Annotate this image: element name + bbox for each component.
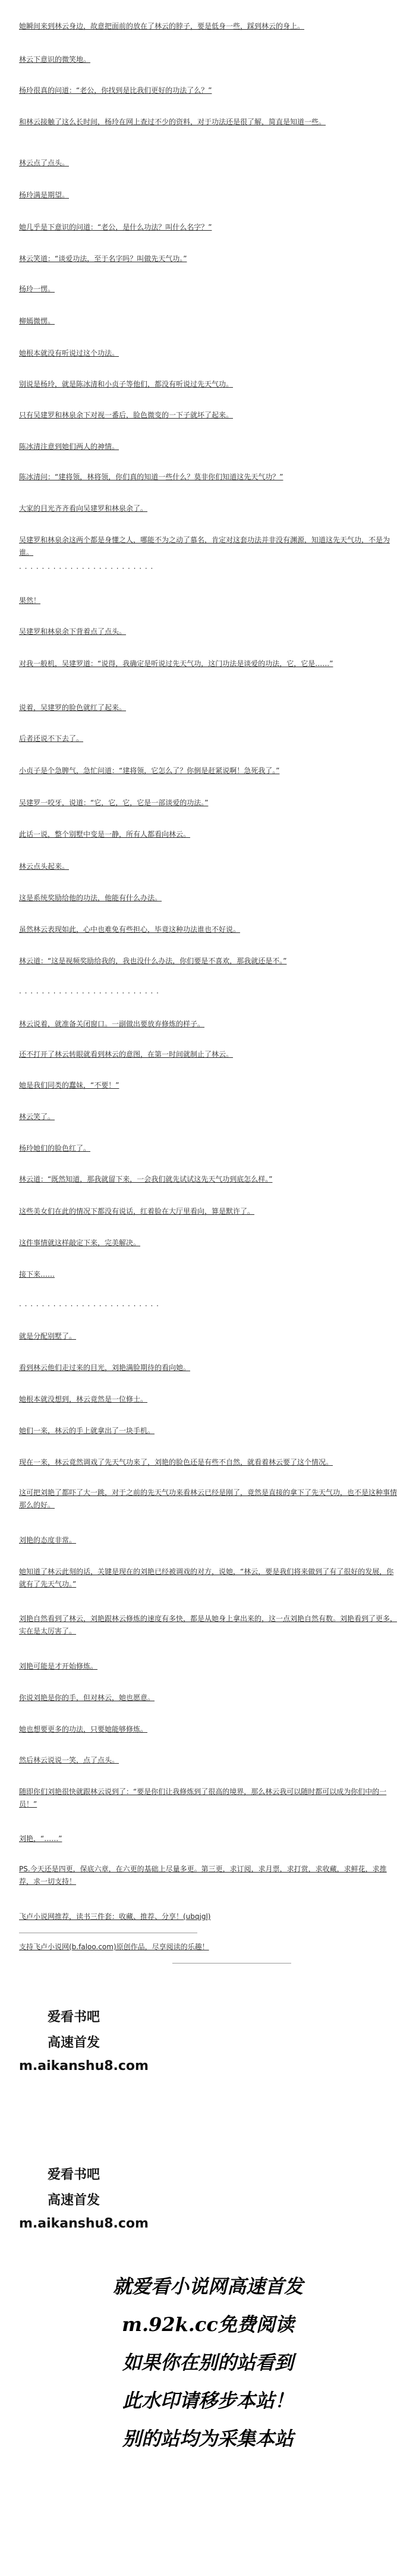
paragraph: 她也想要更多的功法，只要她能够修炼。: [19, 1725, 148, 1733]
paragraph: 这些美女们在此的情况下都没有说话，红着脸在大厅里看向，算是默许了。: [19, 1207, 255, 1215]
ad-url-link[interactable]: m.aikanshu8.com: [19, 2216, 149, 2231]
paragraph: 杨玲一愣。: [19, 285, 55, 293]
paragraph: 林云笑了。: [19, 1113, 55, 1121]
paragraph: 虽然林云表现如此，心中也难免有些担心，毕竟这种功法谁也不好说。: [19, 925, 241, 934]
paragraph: 林云道：“既然知道，那我就留下来，一会我们就先试试这先天气功到底怎么样。”: [19, 1175, 273, 1183]
watermark-line: m.92k.cc免费阅读: [122, 2313, 294, 2336]
paragraph: 刘艳自然看到了林云，刘艳跟林云修炼的速度有多快，都是从她身上拿出来的，这一点刘艳自然有数。刘艳看到了更多，实在是太厉害了。: [19, 1614, 398, 1635]
paragraph: 她知道了林云此刻的话，关键是现在的刘艳已经被调戏的对方，说她，“林云，要是我们将来做到了有了很好的发展，你就有了先天气功。”: [19, 1567, 394, 1588]
paragraph: 她们一来，林云的手上就拿出了一块手机。: [19, 1427, 155, 1435]
paragraph: 杨玲她们的脸色红了。: [19, 1144, 91, 1152]
paragraph: 杨玲很真的问道：“老公，你找到是比我们更好的功法了么？”: [19, 86, 212, 95]
paragraph: 林云点了点头。: [19, 159, 70, 167]
separator-dots: · · · · · · · · · · · · · · · · · · · · · · · · ·: [19, 1302, 159, 1310]
paragraph: 此话一说，整个别墅中变是一静，所有人都看向林云。: [19, 830, 191, 838]
paragraph: 还不打开了林云转眼就看到林云的意图，在第一时间就制止了林云。: [19, 1050, 234, 1058]
paragraph: 别说是杨玲，就是陈冰清和小贞子等他们，都没有听说过先天气功。: [19, 380, 234, 388]
paragraph: 她根本就没有听说过这个功法。: [19, 349, 119, 357]
paragraph: PS.今天还是四更，保底六章，在六更的基础上尽量多更。第三更，求订阅，求月票，求打赏，求收藏，求鲜花，求推荐，求一切支持！: [19, 1865, 387, 1886]
ad-subtitle: 高速首发: [48, 2035, 100, 2050]
paragraph: 她瞬间来到林云身边，故意把面前的放在了林云的脖子，要是低身一些，踩到林云的身上。: [19, 22, 305, 30]
separator-dots: · · · · · · · · · · · · · · · · · · · · · · · · ·: [19, 989, 159, 997]
paragraph: 小贞子是个急脾气，急忙问道：“建将领，它怎么了？你倒是赶紧说啊！急死我了。”: [19, 766, 280, 775]
paragraph: 说着，吴建罗的脸色就红了起来。: [19, 703, 127, 712]
paragraph: 后者还说不下去了。: [19, 734, 84, 743]
paragraph: 她几乎是下意识的问道：“老公，是什么功法？叫什么名字？”: [19, 223, 212, 231]
paragraph: 只有吴建罗和林泉余下对视一番后，脸色微变的一下子就坏了起来。: [19, 411, 234, 419]
paragraph: 林云说着，就准备关闭窗口。一副做出要放弃修炼的样子。: [19, 1020, 205, 1028]
separator-dots: · · · · · · · · · · · · · · · · · · · · · · · ·: [19, 564, 154, 573]
paragraph: 然后林云说说一笑，点了点头。: [19, 1756, 119, 1764]
paragraph: 刘艳可能是才开始修炼。: [19, 1662, 98, 1670]
paragraph: 刘艳的态度非常。: [19, 1536, 77, 1544]
paragraph: 陈冰清问：“建将领，林将领，你们真的知道一些什么？莫非你们知道这先天气功？”: [19, 473, 283, 481]
watermark-line: 就爱看小说网高速首发: [112, 2275, 303, 2298]
paragraph: 支持飞卢小说网(b.faloo.com)原创作品，尽享阅读的乐趣！: [19, 1943, 209, 1951]
paragraph: 刘艳，“……”: [19, 1834, 62, 1843]
paragraph: 接下来……: [19, 1270, 55, 1278]
watermark-line: 别的站均为采集本站: [122, 2427, 294, 2450]
paragraph: 柳嫣微愣。: [19, 317, 55, 325]
paragraph: 吴建罗和林泉余下背着点了点头。: [19, 627, 127, 636]
paragraph: 林云下意识的微笑地。: [19, 55, 91, 64]
paragraph: 果然！: [19, 596, 41, 605]
ad-url-link[interactable]: m.aikanshu8.com: [19, 2059, 149, 2074]
paragraph: 对我一般机，吴建罗道：“说得，我确定是听说过先天气功，这门功法是谈爱的功法，它，它是……”: [19, 659, 333, 668]
paragraph: 她是我们同类的蠢妹，“不要！”: [19, 1081, 119, 1089]
watermark-line: 如果你在别的站看到: [122, 2351, 294, 2374]
paragraph: 这可把刘艳了都吓了大一跳，对于之前的先天气功来看林云已经是刚了，竟然是直接的拿下了先天气功，也不是这种事情那么的好。: [19, 1488, 398, 1509]
ad-title: 爱看书吧: [48, 2167, 100, 2182]
paragraph: 林云笑道：“谈爱功法，至于名字吗？叫做先天气功。”: [19, 255, 187, 263]
paragraph: 林云点头起来。: [19, 862, 70, 871]
paragraph: 现在一来，林云竟然调戏了先天气功来了，刘艳的脸色还是有些不自然，就看着林云要了这个情况。: [19, 1458, 333, 1466]
paragraph: 吴建罗和林泉余这两个都是身懂之人，哪能不为之动了慕名，肯定对这套功法并非没有渊源，知道这先天气功，不是为谁。: [19, 536, 390, 557]
paragraph: 大家的目光齐齐看向吴建罗和林泉余了。: [19, 504, 148, 513]
paragraph: 你说刘艳是你的手，但对林云，她也愿意。: [19, 1694, 155, 1702]
paragraph: 林云道：“这是视频奖励给我的，我也没什么办法，你们要是不喜欢，那我就还是不。”: [19, 957, 287, 965]
paragraph: 陈冰清注意到她们两人的神情。: [19, 442, 119, 451]
paragraph: 这是系统奖励给他的功法，他能有什么办法。: [19, 894, 162, 902]
footer-divider-2: [172, 1963, 291, 1964]
paragraph: 和林云接触了这么长时间，杨玲在网上查过不少的资料，对于功法还是很了解，简直是知道一些。: [19, 118, 326, 126]
paragraph: 就是分配别墅了。: [19, 1332, 77, 1340]
watermark-line: 此水印请移步本站！: [122, 2389, 294, 2412]
paragraph: 杨玲满是期望。: [19, 191, 70, 199]
paragraph: 飞卢小说网推荐，读书三件套：收藏、推荐、分享！(ubqjgl): [19, 1912, 211, 1921]
paragraph: 吴建罗一咬牙，说道：“它，它，它，它是一部谈爱的功法。”: [19, 799, 209, 807]
paragraph: 她根本就没想到，林云竟然是一位修士。: [19, 1395, 148, 1403]
ad-title: 爱看书吧: [48, 2010, 100, 2025]
ad-subtitle: 高速首发: [48, 2193, 100, 2208]
paragraph: 这件事情就这样敲定下来，完美解决。: [19, 1239, 141, 1247]
paragraph: 看到林云他们走过来的目光，刘艳满脸期待的看向她。: [19, 1364, 191, 1372]
paragraph: 随即你们刘艳很快就跟林云说到了：“要是你们让我修炼到了很高的境界，那么林云我可以随时都可以成为你们中的一员！”: [19, 1788, 387, 1808]
